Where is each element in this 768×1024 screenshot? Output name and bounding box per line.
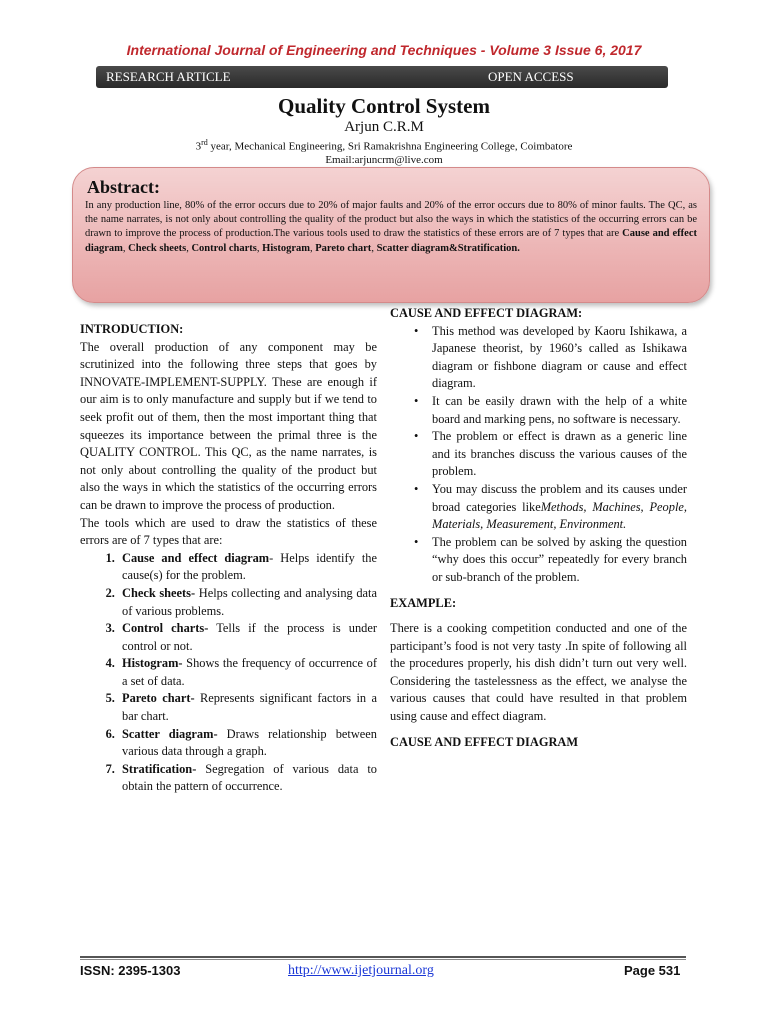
abstract-heading: Abstract: (87, 177, 160, 197)
cause-heading: CAUSE AND EFFECT DIAGRAM: (390, 306, 583, 320)
bullet-item: • The problem can be solved by asking the question “why does this occur” repeatedly for every branch or sub-branch of the problem. (432, 534, 687, 587)
abstract-sep: , (122, 242, 129, 254)
tool-item (118, 726, 377, 761)
bullet-item: • The problem or effect is drawn as a generic line and its branches discuss the various causes of the problem. (432, 428, 687, 481)
tools-list (80, 550, 377, 796)
footer-rule (80, 956, 686, 958)
abstract-body: In any production line, 80% of the error occurs due to 20% of major faults and 20% of the error occurs due to 80% of minor faults. The QC, as the name narrates, is not only about controlling the quality of the product but also the ways in which the statistics of the occurring errors can be drawn to improve the process of production.The various tools used to draw the statistics of these errors are of 7 types that are (85, 200, 697, 240)
affil-sup: rd (201, 138, 208, 147)
journal-header: International Journal of Engineering and Techniques - Volume 3 Issue 6, 2017 (126, 42, 642, 58)
tool-term: Control charts- (122, 621, 209, 636)
paper-title: Quality Control System (278, 94, 490, 118)
bullet-item: • This method was developed by Kaoru Ishikawa, a Japanese theorist, by 1960’s called as Ishikawa diagram or fishbone diagram or cause and effect diagram. (432, 323, 687, 393)
tool-desc: Helps collecting and analysing data of various problems. (122, 585, 377, 618)
intro-heading: INTRODUCTION: (80, 322, 184, 336)
abstract-sep: , (186, 242, 192, 254)
tool-term: Cause and effect diagram (122, 550, 270, 565)
tool-item (118, 550, 377, 585)
tool-item (118, 690, 377, 725)
research-article-label: RESEARCH ARTICLE (106, 69, 231, 84)
bullet-item (432, 481, 687, 534)
bullet-item: • It can be easily drawn with the help of a white board and marking pens, no software is necessary. (432, 393, 687, 428)
example-heading: EXAMPLE: (390, 595, 457, 610)
abstract-tool: Control charts (191, 242, 257, 254)
abstract-text (85, 199, 697, 256)
abstract-tool: Pareto chart (315, 242, 372, 254)
footer-rule-thin (80, 959, 686, 960)
footer-page-number: Page 531 (624, 963, 681, 978)
left-column (80, 321, 377, 796)
tool-item (118, 761, 377, 796)
tool-desc: - Helps identify the cause(s) for the problem. (122, 550, 377, 583)
tool-desc: Segregation of various data to obtain the pattern of occurrence. (122, 761, 377, 794)
abstract-tool: Histogram (262, 242, 310, 254)
abstract-sep: , (309, 242, 316, 254)
abstract-sep: , (371, 242, 377, 254)
affil-year: 3 (195, 140, 202, 153)
intro-paragraph: The overall production of any component may be scrutinized into the following three steps that goes by INNOVATE-IMPLEMENT-SUPPLY. These are enough if our aim is to only manufacture and supply but if we tend to seek profit out of them, then the most important thing that squeezes its importance between the primal three is the QUALITY CONTROL. This QC, as the name narrates, is not only about controlling the quality of the product but also the ways in which the statistics of the occurring errors can be drawn to improve the process of production. (80, 339, 377, 512)
tool-item (118, 585, 377, 620)
tool-item (118, 655, 377, 690)
abstract-box (72, 167, 710, 303)
article-type-band (96, 66, 668, 88)
tool-term: Pareto chart- (122, 691, 195, 706)
bullet-text: You may discuss the problem and its causes under broad categories like (432, 481, 687, 514)
diagram-heading: CAUSE AND EFFECT DIAGRAM (390, 734, 579, 749)
abstract-sep: , (256, 242, 263, 254)
tool-term: Scatter diagram- (122, 726, 218, 741)
tool-desc: Shows the frequency of occurrence of a set of data. (122, 656, 377, 688)
open-access-label: OPEN ACCESS (488, 69, 574, 84)
intro-tools-paragraph: The tools which are used to draw the statistics of these errors are of 7 types that are: (80, 515, 377, 548)
footer-url-link[interactable]: http://www.ijetjournal.org (288, 963, 434, 978)
cause-bullets (390, 323, 687, 587)
tool-term: Stratification- (122, 761, 197, 776)
tool-item (118, 620, 377, 655)
tool-desc: Represents significant factors in a bar chart. (122, 691, 377, 724)
paper-author: Arjun C.R.M (344, 119, 424, 135)
tool-term: Check sheets- (122, 585, 196, 600)
tool-desc: Tells if the process is under control or not. (122, 621, 377, 653)
example-paragraph: There is a cooking competition conducted and one of the participant’s food is not very tasty .In spite of following all the procedures properly, his dish didn’t turn out very well. Considering the tastelessness as the effect, we analyse the various causes that could have resulted in that problem using cause and effect diagram. (390, 621, 687, 724)
tool-term: Histogram- (122, 656, 183, 671)
right-column (390, 305, 687, 751)
tool-desc: Draws relationship between various data through a graph. (122, 726, 377, 759)
abstract-tool: Cause and effect diagram (85, 228, 697, 254)
abstract-tool: Scatter diagram&Stratification. (376, 242, 520, 254)
author-affiliation (0, 136, 768, 167)
abstract-tool: Check sheets (128, 242, 187, 254)
author-email: Email:arjuncrm@live.com (325, 153, 443, 166)
bullet-categories: Methods, Machines, People, Materials, Measurement, Environment. (432, 499, 687, 532)
footer-issn: ISSN: 2395-1303 (80, 963, 181, 978)
affil-text: year, Mechanical Engineering, Sri Ramakrishna Engineering College, Coimbatore (207, 140, 573, 153)
